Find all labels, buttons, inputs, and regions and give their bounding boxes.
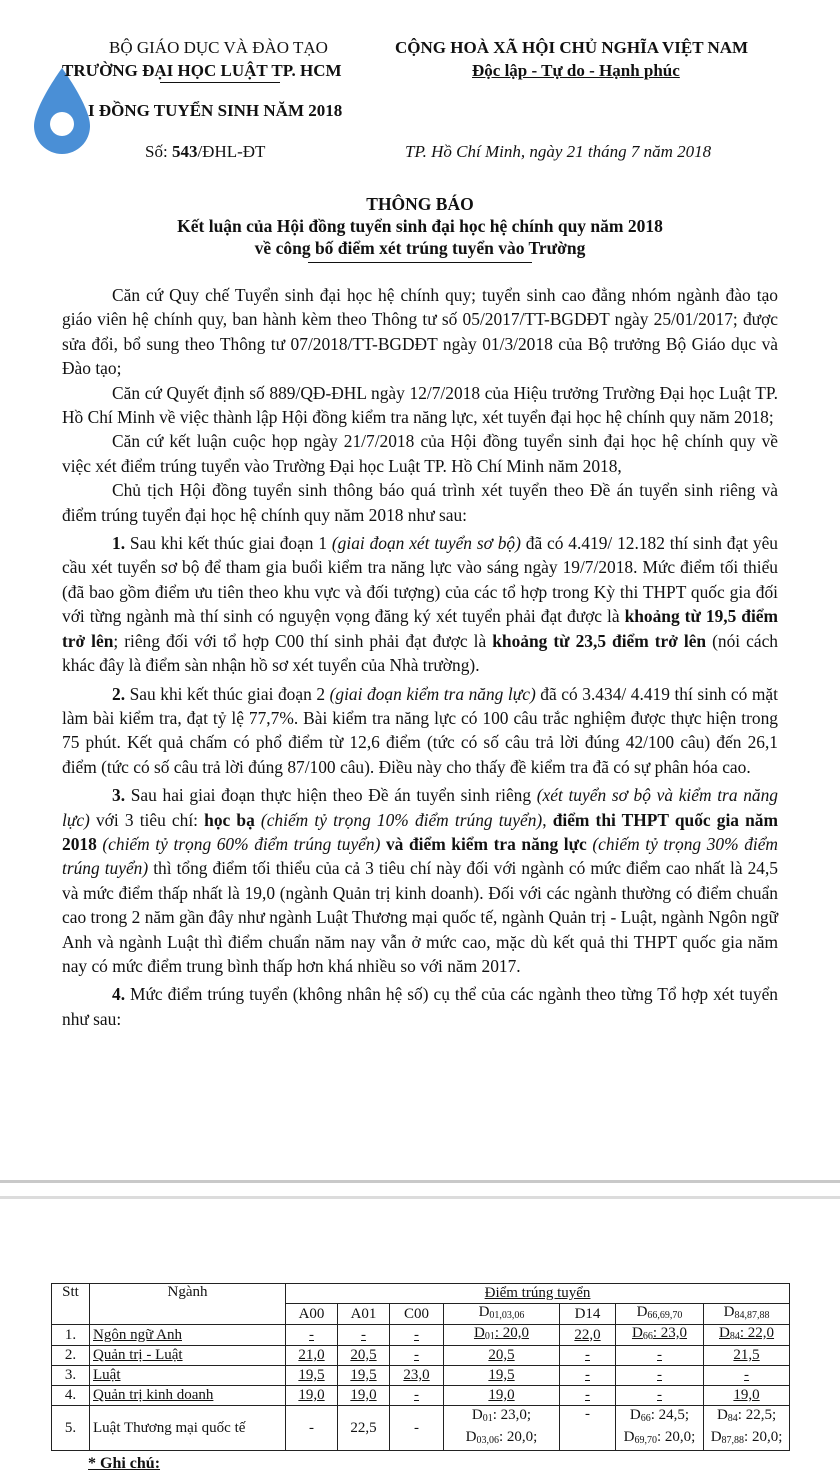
table-row: [52, 1325, 790, 1346]
row-d66-value: : 23,0: [652, 1325, 687, 1341]
admission-score-table: [51, 1283, 790, 1451]
row-d14: [560, 1386, 616, 1406]
row-a00-text: -: [309, 1326, 314, 1343]
row-d66-text: -: [657, 1387, 662, 1403]
row-d01: [444, 1366, 560, 1386]
row-major-text: Quản trị kinh doanh: [93, 1387, 214, 1403]
row-d14-text: 22,0: [574, 1326, 601, 1343]
section-2-text-b: (giai đoạn kiểm tra năng lực): [329, 683, 536, 704]
row-d84-value: : 22,0: [739, 1325, 775, 1341]
row-d14-text: -: [585, 1387, 590, 1403]
header-admission-score: [286, 1284, 790, 1304]
row-c00-text: 23,0: [403, 1367, 430, 1383]
row-d84: [704, 1406, 790, 1451]
notice-subtitle-line2: về công bố điểm xét trúng tuyển vào Trường: [254, 238, 586, 258]
col-d66: [616, 1304, 704, 1325]
row-d66-text: -: [657, 1347, 662, 1363]
row-d84-text: 21,5: [733, 1347, 760, 1363]
section-2-number: 2.: [112, 683, 126, 704]
col-c00: C00: [390, 1304, 444, 1325]
section-1-text-f: khoảng từ 23,5 điểm trở lên: [492, 630, 707, 651]
row-d66-line2-prefix: D: [623, 1429, 635, 1445]
row-d14: [560, 1325, 616, 1346]
row-a01: [338, 1325, 390, 1346]
row-d84: [704, 1346, 790, 1366]
row-d01: [444, 1386, 560, 1406]
row-d66-line2: [619, 1428, 700, 1450]
row-a01-text: 19,0: [350, 1387, 377, 1403]
row-c00: [390, 1366, 444, 1386]
row-d84-text: [719, 1325, 774, 1341]
section-3-text-l: thì tổng điểm tối thiểu của cả 3 tiêu chí này đối với ngành có mức điểm cao nhất là 24,5 và mức điểm thấp nhất là 19,0 (ngành Quản trị kinh doanh). Đối với các ngành thường có điểm chuẩn cao trong 2 năm gần đây như ngành Luật Thương mại quốc tế, ngành Quản trị - Luật, ngành Ngôn ngữ Anh và ngành Luật thì điểm chuẩn năm nay vẫn ở mức cao, mặc dù kết quả thi THPT quốc gia năm nay có mức điểm trung bình thấp hơn khá nhiều so với năm 2017.: [62, 858, 779, 976]
row-d01-text: 19,0: [488, 1387, 515, 1403]
row-d66-sub: 66: [642, 1331, 653, 1342]
row-a00: [286, 1325, 338, 1346]
row-major-text: Quản trị - Luật: [93, 1347, 183, 1363]
table-row: [52, 1366, 790, 1386]
row-major: [90, 1386, 286, 1406]
row-stt: 4.: [52, 1386, 90, 1406]
row-d01: [444, 1325, 560, 1346]
row-d14: [560, 1346, 616, 1366]
section-3-number: 3.: [112, 785, 126, 806]
row-c00-text: -: [414, 1347, 419, 1363]
row-d01-text: [474, 1325, 529, 1341]
row-major-text: Luật: [93, 1367, 121, 1383]
row-d01-text: 19,5: [488, 1367, 515, 1383]
section-3-text-j: điểm kiểm tra năng lực: [408, 833, 587, 854]
header-major: Ngành: [90, 1284, 286, 1325]
row-c00: [390, 1386, 444, 1406]
row-d01-prefix: D: [473, 1325, 485, 1341]
row-stt: 3.: [52, 1366, 90, 1386]
page-separator-top: [0, 1180, 840, 1183]
row-d01-line1-prefix: D: [471, 1407, 483, 1423]
row-a00-text: 19,5: [298, 1367, 325, 1383]
section-4-number: 4.: [112, 984, 126, 1005]
col-d84-sub: 84,87,88: [734, 1310, 770, 1321]
row-d84-text: -: [744, 1367, 750, 1383]
row-a01-text: -: [361, 1326, 366, 1343]
row-d01-line2-value: : 20,0;: [499, 1429, 538, 1445]
section-3-text-a: Sau hai giai đoạn thực hiện theo Đề án tuyển sinh riêng: [125, 785, 537, 806]
row-major: Luật Thương mại quốc tế: [90, 1406, 286, 1451]
row-d01-line2-sub: 03,06: [476, 1435, 499, 1446]
row-d01-text: 20,5: [488, 1347, 515, 1363]
row-c00: [390, 1346, 444, 1366]
section-3-text-k: (chiếm tỷ trọng 30% điểm trúng tuyển): [62, 833, 778, 879]
row-a01-text: 19,5: [350, 1367, 377, 1383]
admission-council: I ĐỒNG TUYỂN SINH NĂM 2018: [88, 101, 343, 120]
row-d84-line1-prefix: D: [716, 1407, 728, 1423]
col-d66-sub: 66,69,70: [647, 1310, 683, 1321]
row-d66-line1-sub: 66: [640, 1413, 651, 1424]
section-1-number: 1.: [112, 533, 126, 554]
row-d66-text: -: [657, 1367, 662, 1383]
col-d84-prefix: D: [723, 1304, 735, 1320]
section-1: [62, 531, 778, 677]
row-a01: 22,5: [338, 1406, 390, 1451]
section-3: [62, 783, 778, 978]
row-d01-value: : 20,0: [494, 1325, 529, 1341]
row-d84-line2: [707, 1428, 786, 1450]
section-3-text-c: với 3 tiêu chí:: [89, 809, 205, 830]
page-separator-bottom: [0, 1196, 840, 1199]
row-d84-line1-sub: 84: [727, 1413, 738, 1424]
national-motto: Độc lập - Tự do - Hạnh phúc: [472, 61, 680, 80]
row-d84-sub: 84: [729, 1331, 740, 1342]
row-d84: [704, 1325, 790, 1346]
header-admission-score-text: Điểm trúng tuyển: [484, 1285, 591, 1301]
section-2: [62, 682, 778, 780]
row-stt: 2.: [52, 1346, 90, 1366]
section-1-text-a: Sau khi kết thúc giai đoạn 1: [125, 533, 332, 554]
basis-paragraph-2: Căn cứ Quyết định số 889/QĐ-ĐHL ngày 12/7/2018 của Hiệu trưởng Trường Đại học Luật TP. Hồ Chí Minh về việc thành lập Hội đồng kiểm tra năng lực, xét tuyển đại học hệ chính quy năm 2018;: [62, 382, 778, 428]
row-d84-line1: [707, 1406, 786, 1428]
row-d84: [704, 1366, 790, 1386]
basis-paragraph-3: Căn cứ kết luận cuộc họp ngày 21/7/2018 của Hội đồng tuyển sinh đại học hệ chính quy về việc xét điểm trúng tuyển vào Trường Đại học Luật TP. Hồ Chí Minh năm 2018,: [62, 431, 778, 476]
row-d01-line1: [447, 1406, 556, 1428]
row-a00: [286, 1386, 338, 1406]
header-stt: Stt: [52, 1284, 90, 1325]
col-a01: A01: [338, 1304, 390, 1325]
col-a00: A00: [286, 1304, 338, 1325]
section-2-text-a: Sau khi kết thúc giai đoạn 2: [125, 683, 330, 704]
row-d66: [616, 1386, 704, 1406]
row-d14: [560, 1366, 616, 1386]
basis-paragraph-1: Căn cứ Quy chế Tuyển sinh đại học hệ chính quy; tuyển sinh cao đẳng nhóm ngành đào tạo giáo viên hệ chính quy, ban hành kèm theo Thông tư số 05/2017/TT-BGDĐT ngày 25/01/2017; được sửa đổi, bổ sung theo Thông tư 07/2018/TT-BGDĐT ngày 01/3/2018 của Bộ trưởng Bộ Giáo dục và Đào tạo;: [62, 285, 778, 379]
row-d66-prefix: D: [631, 1325, 643, 1341]
row-a00-text: 19,0: [298, 1387, 325, 1403]
section-3-text-e: (chiếm tỷ trọng 10% điểm trúng tuyển): [254, 809, 543, 830]
row-d66: [616, 1346, 704, 1366]
country-name: CỘNG HOÀ XÃ HỘI CHỦ NGHĨA VIỆT NAM: [395, 38, 749, 57]
row-d84-line2-value: : 20,0;: [744, 1429, 783, 1445]
row-d01: [444, 1346, 560, 1366]
row-d66-line1-value: : 24,5;: [650, 1407, 690, 1423]
row-a01: [338, 1386, 390, 1406]
row-d84-line2-prefix: D: [710, 1429, 722, 1445]
row-a01: [338, 1346, 390, 1366]
notice-title: THÔNG BÁO: [366, 194, 474, 214]
row-a00: [286, 1366, 338, 1386]
row-d84: [704, 1386, 790, 1406]
section-1-text-d: khoảng từ 19,5 điểm trở lên: [62, 606, 779, 651]
col-d01: [444, 1304, 560, 1325]
row-d66-line2-sub: 69,70: [634, 1435, 657, 1446]
section-4: [62, 982, 778, 1031]
table-row: [52, 1346, 790, 1366]
col-d01-sub: 01,03,06: [489, 1310, 525, 1321]
section-1-text-b: (giai đoạn xét tuyển sơ bộ): [331, 533, 521, 554]
row-d01: [444, 1406, 560, 1451]
row-c00-text: -: [414, 1326, 419, 1343]
col-d66-prefix: D: [636, 1304, 648, 1320]
university-underline: [160, 82, 280, 83]
row-d66-line1-prefix: D: [629, 1407, 641, 1423]
row-stt: 5.: [52, 1406, 90, 1451]
row-d14-text: -: [585, 1347, 590, 1363]
row-d66: [616, 1325, 704, 1346]
row-d66: [616, 1366, 704, 1386]
row-major-text: Ngôn ngữ Anh: [93, 1326, 182, 1343]
row-c00: -: [390, 1406, 444, 1451]
row-d66-line1: [619, 1406, 700, 1428]
row-d84-line2-sub: 87,88: [721, 1435, 745, 1446]
row-major: [90, 1325, 286, 1346]
row-d84-line1-value: : 22,5;: [737, 1407, 777, 1423]
notice-subtitle-line1: Kết luận của Hội đồng tuyển sinh đại học hệ chính quy năm 2018: [177, 216, 663, 236]
row-d01-line2: [447, 1428, 556, 1450]
col-d84: [704, 1304, 790, 1325]
row-d14-text: -: [585, 1367, 590, 1383]
document-number-suffix: /ĐHL-ĐT: [197, 142, 266, 161]
row-d01-line1-value: : 23,0;: [492, 1407, 532, 1423]
section-3-text-f: ,: [542, 809, 553, 830]
document-number-value: 543: [171, 142, 198, 161]
row-stt: 1.: [52, 1325, 90, 1346]
section-3-text-b: (xét tuyển sơ bộ và kiểm tra năng lực): [62, 785, 778, 830]
row-d66: [616, 1406, 704, 1451]
col-d14: D14: [560, 1304, 616, 1325]
section-3-text-g: điểm thi THPT quốc gia năm 2018: [62, 809, 778, 854]
announcement-paragraph: Chủ tịch Hội đồng tuyển sinh thông báo quá trình xét tuyển theo Đề án tuyển sinh riêng và điểm trúng tuyển đại học hệ chính quy năm 2018 như sau:: [62, 480, 778, 525]
section-2-text-c: đã có 3.434/ 4.419 thí sinh có mặt làm bài kiểm tra, đạt tỷ lệ 77,7%. Bài kiểm tra năng lực có 100 câu trắc nghiệm được thực hiện trong 75 phút. Kết quả chấm có phổ điểm từ 12,6 điểm (tức có số câu trả lời đúng 42/100 câu) đến 26,1 điểm (tức có số câu trả lời đúng 87/100 câu). Điều này cho thấy đề kiểm tra đã có sự phân hóa cao.: [62, 683, 778, 777]
section-1-text-c: đã có 4.419/ 12.182 thí sinh đạt yêu cầu xét tuyển sơ bộ để tham gia buổi kiểm tra năng lực vào sáng ngày 19/7/2018. Mức điểm tối thiểu (đã bao gồm điểm ưu tiên theo khu vực và đối tượng) của các tổ hợp trong Kỳ thi THPT quốc gia đối với từng ngành mà thí sinh có nguyện vọng đăng ký xét tuyển phải đạt được là: [62, 533, 778, 627]
section-3-text-i: và: [380, 833, 409, 854]
row-d66-line2-value: : 20,0;: [657, 1429, 696, 1445]
section-4-text: Mức điểm trúng tuyển (không nhân hệ số) cụ thể của các ngành theo từng Tổ hợp xét tuyển như sau:: [62, 984, 778, 1029]
row-d66-text: [632, 1325, 687, 1341]
row-major: [90, 1366, 286, 1386]
university-name: TRƯỜNG ĐẠI HỌC LUẬT TP. HCM: [62, 61, 342, 80]
notice-body: [62, 283, 778, 1031]
row-a01: [338, 1366, 390, 1386]
row-d84-prefix: D: [719, 1325, 730, 1341]
section-3-text-h: (chiếm tỷ trọng 60% điểm trúng tuyển): [96, 833, 381, 854]
section-1-text-g: (nói cách khác đây là điểm sàn nhận hồ sơ xét tuyển của Nhà trường).: [62, 630, 778, 676]
table-row: [52, 1386, 790, 1406]
row-d84-text: 19,0: [733, 1387, 760, 1403]
row-d01-sub: 01: [484, 1331, 495, 1342]
note-heading: * Ghi chú:: [88, 1455, 161, 1472]
document-number-label: Số:: [145, 142, 172, 161]
row-d14: -: [560, 1406, 616, 1451]
row-d01-line1-sub: 01: [482, 1413, 493, 1424]
row-major: [90, 1346, 286, 1366]
row-a00-text: 21,0: [298, 1347, 325, 1363]
table-header-row-1: [52, 1284, 790, 1304]
row-a01-text: 20,5: [350, 1347, 377, 1363]
row-c00-text: -: [414, 1387, 419, 1403]
row-a00: -: [286, 1406, 338, 1451]
ministry-name: BỘ GIÁO DỤC VÀ ĐÀO TẠO: [109, 38, 328, 57]
row-c00: [390, 1325, 444, 1346]
place-date: TP. Hồ Chí Minh, ngày 21 tháng 7 năm 2018: [405, 142, 712, 161]
col-d01-prefix: D: [478, 1304, 490, 1320]
row-a00: [286, 1346, 338, 1366]
document-number: [145, 142, 265, 162]
section-1-text-e: ; riêng đối với tổ hợp C00 thí sinh phải đạt được là: [113, 630, 493, 651]
section-3-text-d: học bạ: [204, 809, 255, 830]
row-d01-line2-prefix: D: [465, 1429, 477, 1445]
table-row: [52, 1406, 790, 1451]
title-underline: [308, 262, 532, 263]
